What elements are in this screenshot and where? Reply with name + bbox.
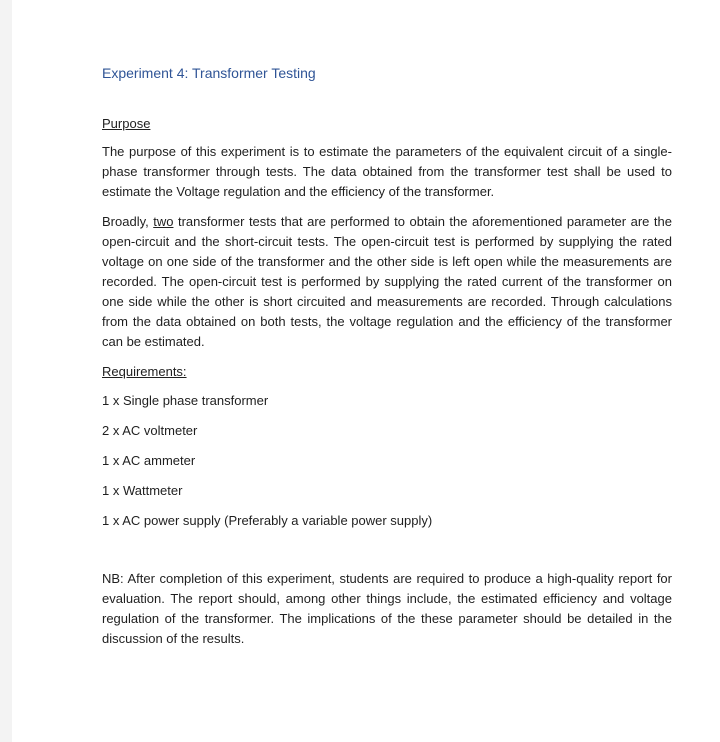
- requirements-list: [102, 391, 672, 531]
- document-page: [12, 0, 720, 742]
- requirement-item: 1 x AC ammeter: [102, 453, 196, 468]
- broadly-paragraph-start: Broadly,: [102, 214, 154, 229]
- broadly-paragraph: [102, 212, 672, 352]
- purpose-heading: Purpose: [102, 116, 151, 131]
- requirement-item: 1 x AC power supply (Preferably a variable power supply): [102, 513, 433, 528]
- broadly-paragraph-underlined: two: [153, 214, 174, 229]
- requirement-item: 2 x AC voltmeter: [102, 423, 198, 438]
- purpose-paragraph: The purpose of this experiment is to estimate the parameters of the equivalent circuit of a single-phase transformer through tests. The data obtained from the transformer test shall be used to estimate the Voltage regulation and the efficiency of the transformer.: [102, 144, 672, 199]
- requirement-item: 1 x Wattmeter: [102, 483, 183, 498]
- document-content: [102, 64, 672, 659]
- broadly-paragraph-rest: transformer tests that are performed to obtain the aforementioned parameter are the open-circuit and the short-circuit tests. The open-circuit test is performed by supplying the rated voltage on one side of the transformer and the other side is left open while the measurements are recorded. The open-circuit test is performed by supplying the rated current of the transformer on one side while the other is short circuited and measurements are recorded. Through calculations from the data obtained on both tests, the voltage regulation and the efficiency of the transformer can be estimated.: [102, 214, 672, 349]
- document-title: Experiment 4: Transformer Testing: [102, 65, 316, 81]
- requirements-heading: Requirements:: [102, 364, 187, 379]
- requirement-item: 1 x Single phase transformer: [102, 393, 269, 408]
- nb-paragraph: NB: After completion of this experiment, students are required to produce a high-quality report for evaluation. The report should, among other things include, the estimated efficiency and voltage regulation of the transformer. The implications of the these parameter should be detailed in the discussion of the results.: [102, 571, 672, 646]
